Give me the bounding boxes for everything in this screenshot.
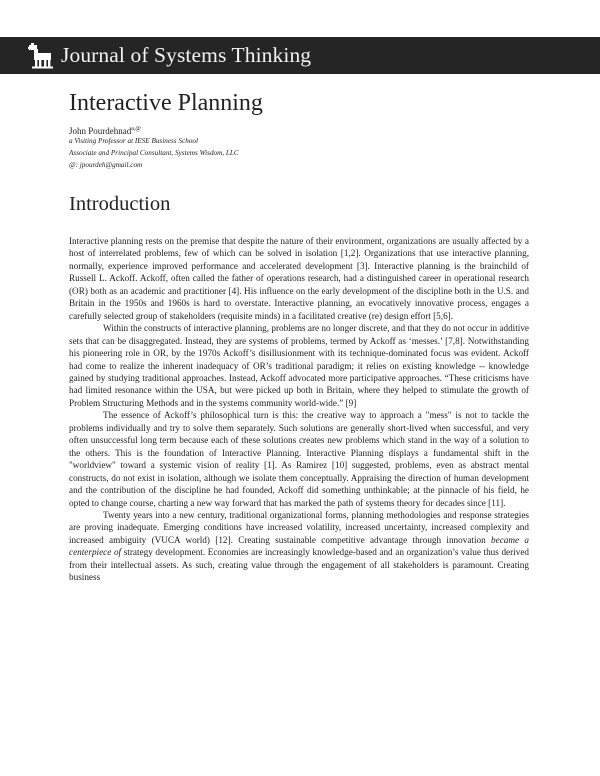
affiliation-1: a Visiting Professor at IESE Business School [69, 137, 198, 145]
paragraph-4-start: Twenty years into a new century, traditional organizational forms, planning methodologies and response strategies are proving inadequate. Emerging conditions have increased volatility, increased uncertainty, increased complexity and increased ambiguity (VUCA world) [12]. Creating sustainable competitive advantage through innovation [69, 509, 529, 545]
paragraph-4-end: strategy development. Economies are increasingly knowledge-based and an organization’s value thus derived from their intellectual assets. As such, creating value through the engagement of all stakeholders is paramount. Creating business [69, 547, 529, 583]
article-title: Interactive Planning [69, 90, 263, 116]
journal-name: Journal of Systems Thinking [61, 43, 312, 67]
paragraph-4 [69, 509, 529, 584]
affiliation-2: Associate and Principal Consultant, Systems Wisdom, LLC [69, 149, 239, 157]
section-heading: Introduction [69, 193, 171, 215]
author-line [69, 124, 141, 137]
author-email: @: jpourdeh@gmail.com [69, 161, 143, 169]
paragraph-4-emphasis: became a centerpiece of [69, 534, 529, 558]
author-name: John Pourdehnad [69, 126, 132, 136]
body-text [69, 235, 529, 584]
paragraph-3: The essence of Ackoff’s philosophical turn is this: the creative way to approach a "mess" is not to tackle the problems individually and try to solve them separately. Such solutions are generally short-lived when successful, and very often unsuccessful long term because each of these solutions creates new problems which stand in the way of a solution to the others. This is the foundation of Interactive Planning. Interactive Planning displays a fundamental shift in the "worldview" toward a systemic vision of reality [1]. As Ramirez [10] suggested, problems, even as abstract mental constructs, do not exist in isolation, although we isolate them conceptually. Appraising the direction of human development and the contribution of the discipline he had founded, Ackoff did something unthinkable; at the pinnacle of his field, he opted to change course, charting a new way forward that has marked the path of systems theory for decades since [11]. [69, 410, 529, 508]
author-affiliation-marks: a,@ [131, 126, 141, 132]
paragraph-1: Interactive planning rests on the premise that despite the nature of their environment, organizations are usually affected by a host of interrelated problems, few of which can be solved in isolation [1,2]. Organizations that use interactive planning, normally, experience improved performance and accelerated development [3]. Interactive planning is the brainchild of Russell L. Ackoff. Ackoff, often called the father of operations research, had a distinguished career in operational research (OR) both as an academic and practitioner [4]. His influence on the early development of the discipline both in the U.S. and Britain in the 1950s and 1960s is hard to overstate. Interactive planning, an evocatively innovative process, engages a carefully selected group of stakeholders (requisite minds) in a facilitated creative (re) design effort [5,6]. [69, 236, 529, 321]
paragraph-2: Within the constructs of interactive planning, problems are no longer discrete, and that they do not occur in additive sets that can be disaggregated. Instead, they are systems of problems, termed by Ackoff as ‘messes.’ [7,8]. Notwithstanding his pioneering role in OR, by the 1970s Ackoff’s disillusionment with its technique-dominated focus was evident. Ackoff had come to realize the inherent inadequacy of OR’s traditional paradigm; it relies on existing knowledge -- knowledge gained by studying traditional approaches. Instead, Ackoff advocated more participative approaches. “These criticisms have had limited resonance within the USA, but were picked up both in Britain, where they helped to stimulate the growth of Problem Structuring Methods and in the systems community world-wide.” [9] [69, 323, 529, 408]
trojan-horse-icon [26, 42, 53, 69]
